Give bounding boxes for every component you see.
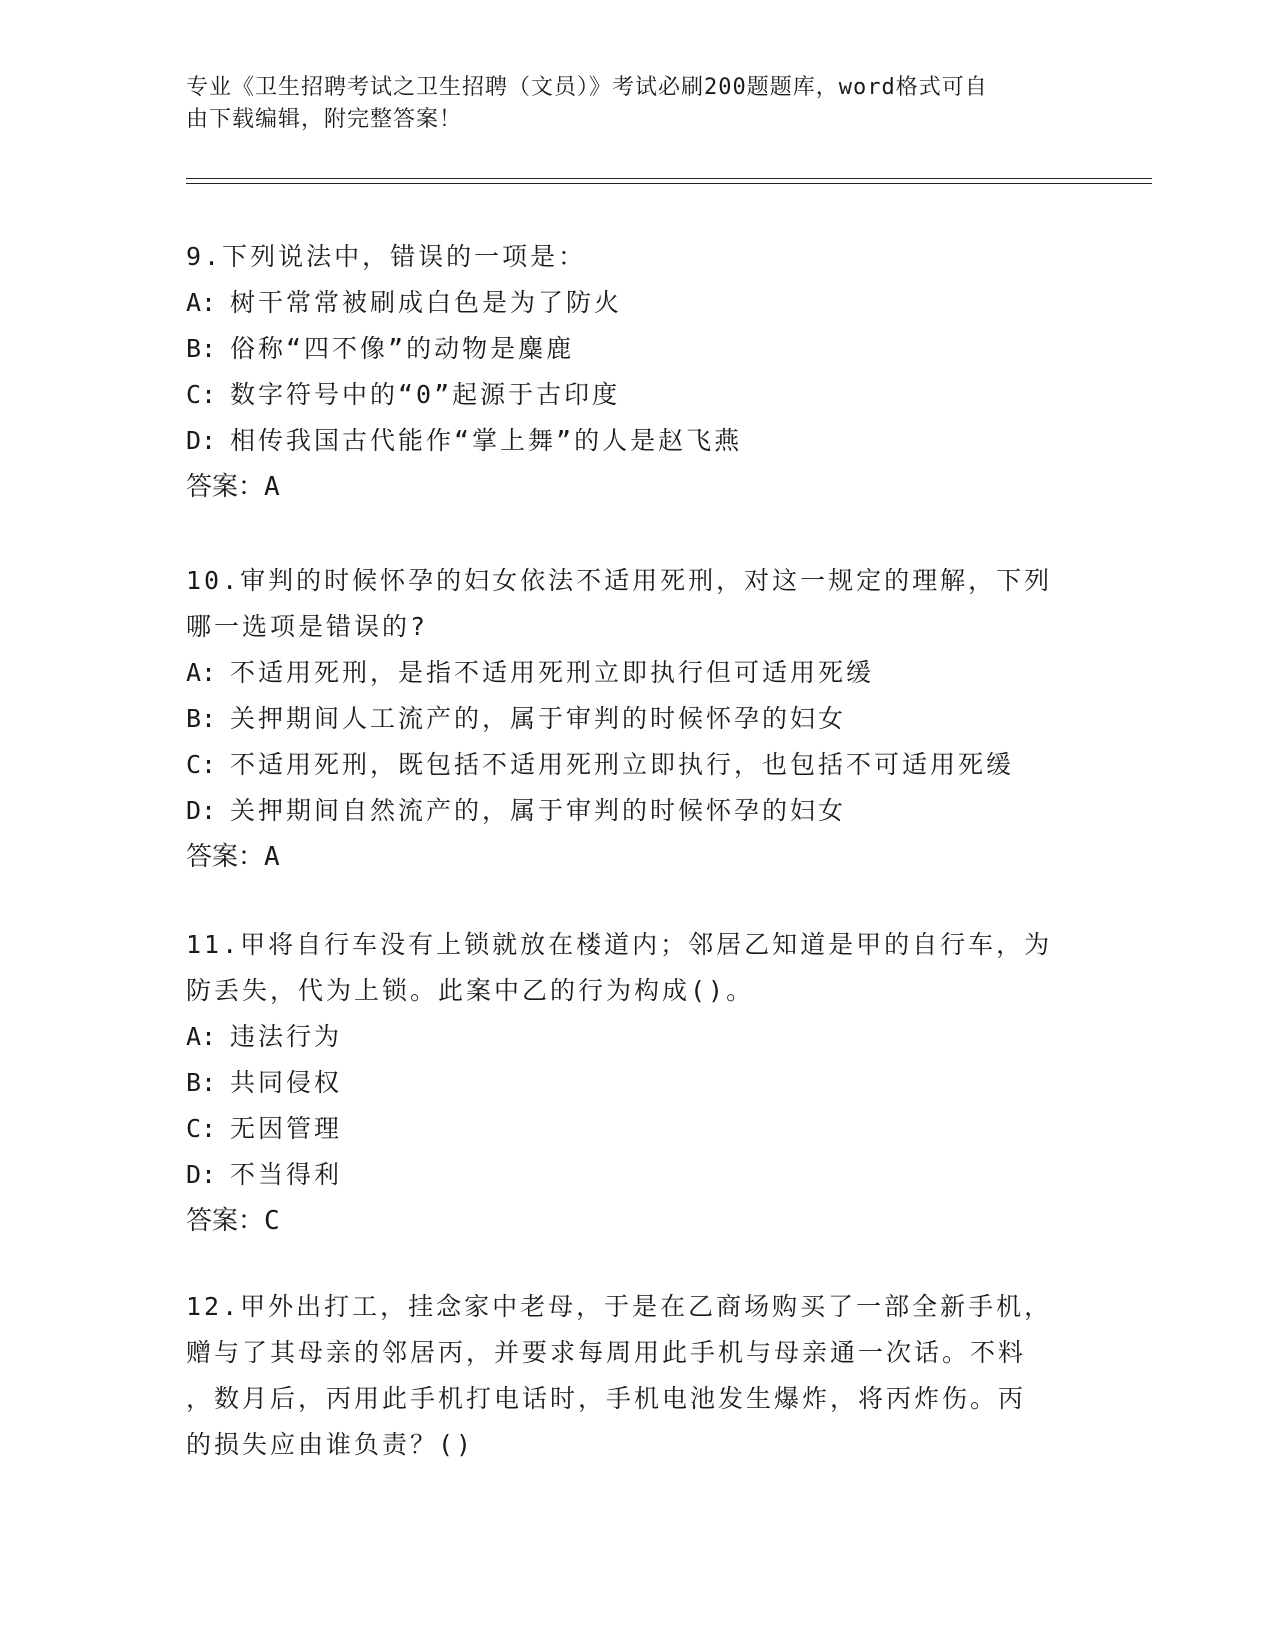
answer-line: 答案：A xyxy=(186,842,280,872)
option-b xyxy=(186,326,1086,372)
option-text: 俗称“四不像”的动物是麋鹿 xyxy=(230,334,575,363)
option-letter: B: xyxy=(186,704,217,733)
option-a xyxy=(186,280,1086,326)
header-line-1: 专业《卫生招聘考试之卫生招聘（文员）》考试必刷200题题库，word格式可自 xyxy=(186,75,988,100)
option-d xyxy=(186,1152,1086,1198)
question-text-line-4: 的损失应由谁负责？() xyxy=(186,1430,475,1459)
header-divider-top xyxy=(186,178,1152,179)
option-text: 违法行为 xyxy=(230,1022,343,1051)
option-c xyxy=(186,1106,1086,1152)
option-text: 不适用死刑，是指不适用死刑立即执行但可适用死缓 xyxy=(230,658,875,687)
option-letter: A: xyxy=(186,658,217,687)
answer-line: 答案：A xyxy=(186,472,280,502)
option-letter: A: xyxy=(186,1022,217,1051)
option-letter: D: xyxy=(186,1160,217,1189)
question-12 xyxy=(186,1284,1086,1468)
option-letter: B: xyxy=(186,334,217,363)
question-text-line-1: 12.甲外出打工，挂念家中老母，于是在乙商场购买了一部全新手机， xyxy=(186,1292,1053,1321)
option-letter: C: xyxy=(186,1114,217,1143)
option-letter: B: xyxy=(186,1068,217,1097)
header-line-2: 由下载编辑，附完整答案！ xyxy=(186,107,463,132)
option-letter: C: xyxy=(186,750,217,779)
question-text-line-2: 防丢失，代为上锁。此案中乙的行为构成()。 xyxy=(186,976,755,1005)
question-text-line-1: 11.甲将自行车没有上锁就放在楼道内；邻居乙知道是甲的自行车，为 xyxy=(186,930,1053,959)
option-c xyxy=(186,372,1086,418)
option-text: 数字符号中的“0”起源于古印度 xyxy=(230,380,621,409)
option-letter: C: xyxy=(186,380,217,409)
option-text: 相传我国古代能作“掌上舞”的人是赵飞燕 xyxy=(230,426,743,455)
option-text: 共同侵权 xyxy=(230,1068,343,1097)
option-text: 关押期间人工流产的，属于审判的时候怀孕的妇女 xyxy=(230,704,847,733)
option-text: 关押期间自然流产的，属于审判的时候怀孕的妇女 xyxy=(230,796,847,825)
option-c xyxy=(186,742,1086,788)
question-10 xyxy=(186,558,1086,880)
option-text: 不当得利 xyxy=(230,1160,343,1189)
option-letter: A: xyxy=(186,288,217,317)
header-divider-bottom xyxy=(186,183,1152,184)
option-a xyxy=(186,1014,1086,1060)
option-letter: D: xyxy=(186,796,217,825)
question-text-line-2: 哪一选项是错误的? xyxy=(186,612,429,641)
option-text: 不适用死刑，既包括不适用死刑立即执行，也包括不可适用死缓 xyxy=(230,750,1015,779)
option-text: 树干常常被刷成白色是为了防火 xyxy=(230,288,623,317)
option-d xyxy=(186,418,1086,464)
option-letter: D: xyxy=(186,426,217,455)
question-text-line-2: 赠与了其母亲的邻居丙，并要求每周用此手机与母亲通一次话。不料 xyxy=(186,1338,1027,1367)
option-b xyxy=(186,696,1086,742)
answer-line: 答案：C xyxy=(186,1206,280,1236)
question-text-line-1: 10.审判的时候怀孕的妇女依法不适用死刑，对这一规定的理解，下列 xyxy=(186,566,1053,595)
question-text-line-3: ，数月后，丙用此手机打电话时，手机电池发生爆炸，将丙炸伤。丙 xyxy=(186,1384,1027,1413)
question-11 xyxy=(186,922,1086,1244)
option-b xyxy=(186,1060,1086,1106)
option-a xyxy=(186,650,1086,696)
document-header xyxy=(186,72,1066,136)
option-text: 无因管理 xyxy=(230,1114,343,1143)
option-d xyxy=(186,788,1086,834)
question-text: 9.下列说法中，错误的一项是： xyxy=(186,242,587,271)
question-9 xyxy=(186,234,1086,510)
